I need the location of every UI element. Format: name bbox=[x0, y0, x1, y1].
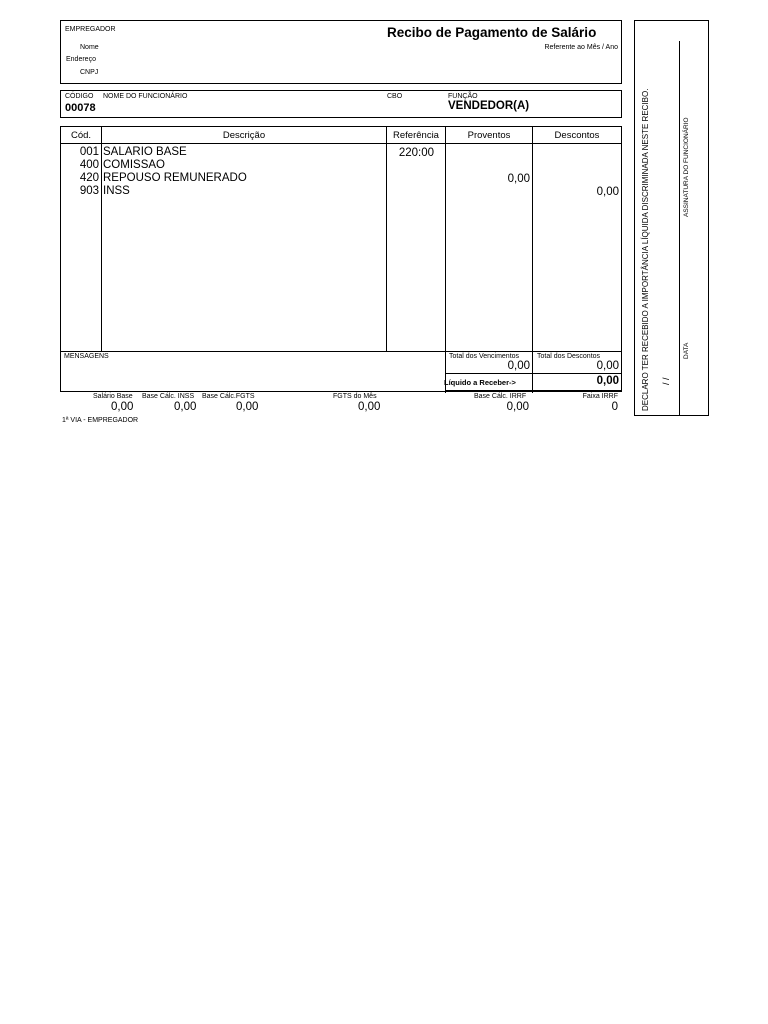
salario-base-value: 0,00 bbox=[111, 401, 134, 413]
row-descricao: COMISSAO bbox=[103, 159, 165, 171]
faixa-irrf-label: Faixa IRRF bbox=[582, 393, 618, 400]
endereco-label: Endereço bbox=[66, 56, 96, 63]
fgts-mes-label: FGTS do Mês bbox=[333, 393, 377, 400]
row-descricao: REPOUSO REMUNERADO bbox=[103, 172, 247, 184]
date-slashes: / / bbox=[661, 377, 671, 385]
page-title: Recibo de Pagamento de Salário bbox=[387, 25, 597, 40]
total-descontos-label: Total dos Descontos bbox=[537, 353, 601, 360]
cnpj-label: CNPJ bbox=[80, 69, 99, 76]
row-cod: 001 bbox=[79, 146, 99, 158]
total-vencimentos-value: 0,00 bbox=[507, 360, 530, 372]
salario-base-label: Salário Base bbox=[93, 393, 133, 400]
employee-function: VENDEDOR(A) bbox=[448, 100, 530, 112]
empregador-label: EMPREGADOR bbox=[65, 26, 116, 33]
funcao-label: FUNÇÃO bbox=[448, 93, 478, 100]
base-inss-label: Base Cálc. INSS bbox=[142, 393, 195, 400]
payroll-table bbox=[60, 126, 622, 392]
row-descontos: 0,00 bbox=[596, 186, 619, 198]
row-cod: 903 bbox=[79, 185, 99, 197]
total-vencimentos-label: Total dos Vencimentos bbox=[449, 353, 520, 360]
header-proventos: Proventos bbox=[467, 130, 511, 141]
total-descontos-value: 0,00 bbox=[596, 360, 619, 372]
col-sep-cod bbox=[101, 127, 102, 351]
signature-strip bbox=[634, 20, 709, 416]
liquido-value: 0,00 bbox=[596, 375, 619, 387]
base-fgts-value: 0,00 bbox=[236, 401, 259, 413]
header-referencia: Referência bbox=[393, 130, 439, 141]
row-descricao: SALARIO BASE bbox=[103, 146, 187, 158]
row-referencia: 220:00 bbox=[398, 147, 434, 159]
liquido-label: Líquido a Receber-> bbox=[444, 378, 516, 387]
header-descontos: Descontos bbox=[554, 130, 600, 141]
faixa-irrf-value: 0 bbox=[611, 401, 618, 413]
employee-code: 00078 bbox=[65, 102, 96, 114]
employer-header-box bbox=[60, 20, 622, 84]
assinatura-label: ASSINATURA DO FUNCIONÁRIO bbox=[683, 117, 690, 217]
base-inss-value: 0,00 bbox=[174, 401, 197, 413]
row-cod: 420 bbox=[79, 172, 99, 184]
nome-label: Nome bbox=[80, 44, 99, 51]
header-descricao: Descrição bbox=[222, 130, 266, 141]
declaro-text: DECLARO TER RECEBIDO A IMPORTÂNCIA LÍQUIDA DISCRIMINADA NESTE RECIBO. bbox=[641, 88, 650, 411]
date-line bbox=[679, 287, 680, 415]
data-label: DATA bbox=[683, 342, 690, 359]
signature-line bbox=[679, 41, 680, 295]
row-proventos: 0,00 bbox=[507, 173, 530, 185]
codigo-label: CÓDIGO bbox=[65, 93, 94, 100]
row-cod: 400 bbox=[79, 159, 99, 171]
referente-label: Referente ao Mês / Ano bbox=[544, 44, 618, 51]
base-irrf-label: Base Cálc. IRRF bbox=[474, 393, 527, 400]
header-cod: Cód. bbox=[70, 130, 92, 141]
employee-box bbox=[60, 90, 622, 118]
nome-funcionario-label: NOME DO FUNCIONÁRIO bbox=[103, 93, 188, 100]
footer-bases bbox=[60, 392, 622, 414]
base-irrf-value: 0,00 bbox=[506, 401, 529, 413]
base-fgts-label: Base Cálc.FGTS bbox=[202, 393, 255, 400]
cbo-label: CBO bbox=[387, 93, 403, 100]
fgts-mes-value: 0,00 bbox=[358, 401, 381, 413]
row-descricao: INSS bbox=[103, 185, 130, 197]
mensagens-label: MENSAGENS bbox=[64, 353, 109, 360]
via-label: 1ª VIA - EMPREGADOR bbox=[62, 417, 139, 424]
